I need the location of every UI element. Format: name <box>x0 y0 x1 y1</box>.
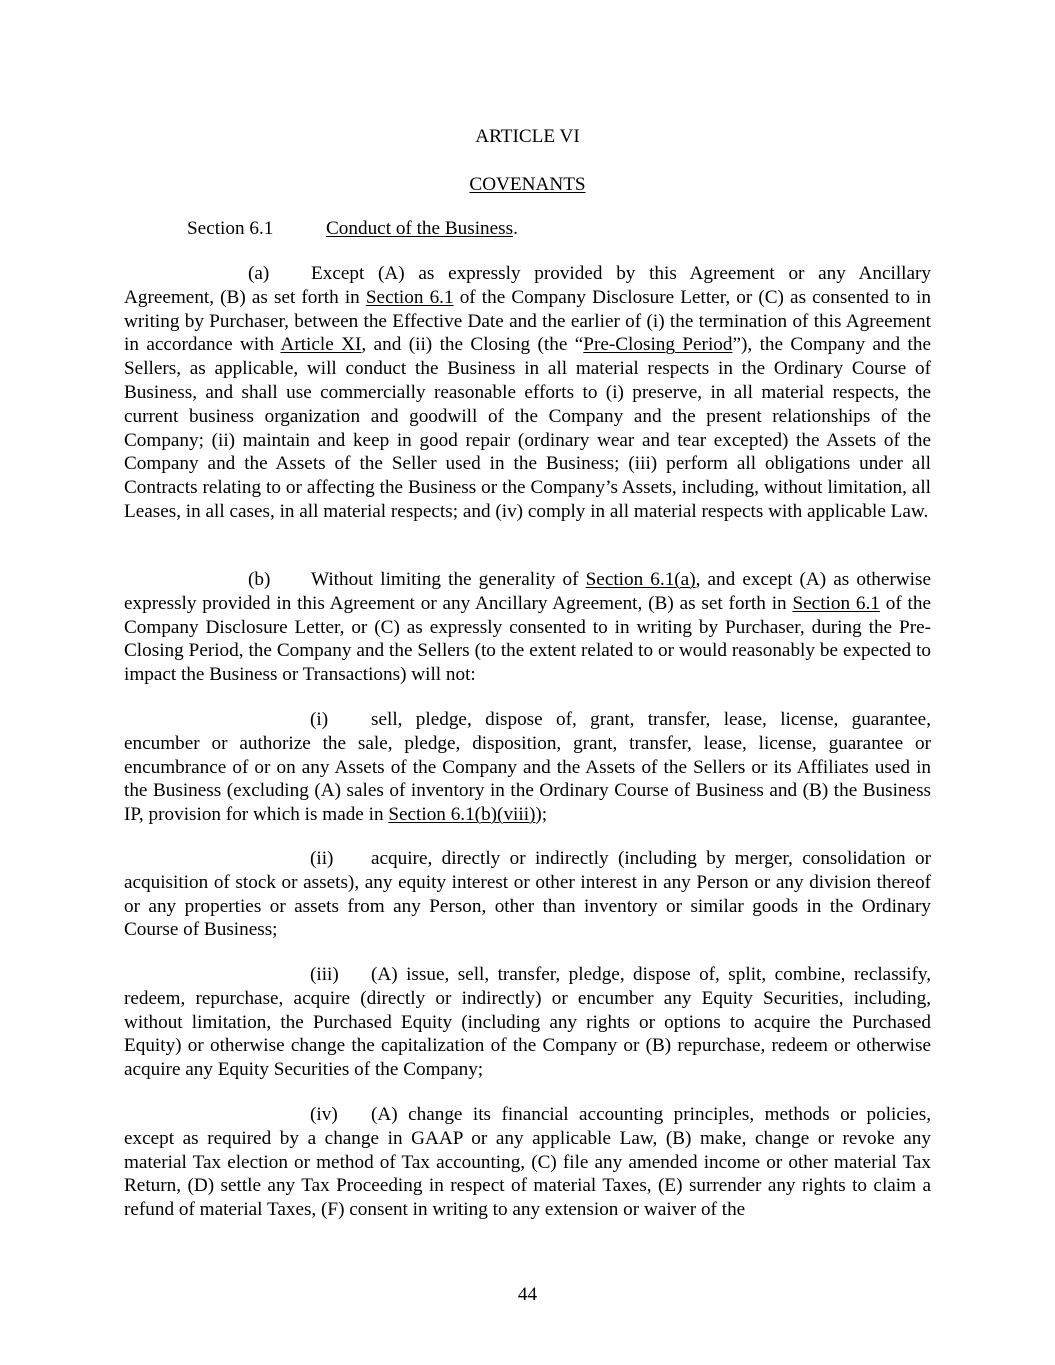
article-heading: ARTICLE VI <box>475 126 580 147</box>
defined-term: Pre-Closing Period <box>583 334 733 356</box>
section-number: Section 6.1 <box>187 218 274 239</box>
article-title <box>0 173 1055 197</box>
paragraph-b-iv <box>124 1103 931 1222</box>
cross-reference-link[interactable]: Section 6.1(b)(viii) <box>388 804 536 826</box>
cross-reference-link[interactable]: Article XI <box>280 334 362 356</box>
paragraph-text: (A) issue, sell, transfer, pledge, dispose of, split, combine, reclassify, redeem, repurchase, acquire (directly or indirectly) or encumber any Equity Securities, including, without limitation, the Purchased Equity (including any rights or options to acquire the Purchased Equity) or otherwise change the capitalization of the Company or (B) repurchase, redeem or otherwise acquire any Equity Securities of the Company; <box>124 964 931 1081</box>
cross-reference-link[interactable]: Section 6.1(a) <box>585 569 696 590</box>
paragraph-b-iii <box>124 963 931 1082</box>
paragraph-text: ”), the Company and the Sellers, as applicable, will conduct the Business in all material respects in the Ordinary Course of Business, and shall use commercially reasonable efforts to (i) preserve, in all material respects, the current business organization and goodwill of the Company and the present relationships of the Company; (ii) maintain and keep in good repair (ordinary wear and tear excepted) the Assets of the Company and the Assets of the Seller used in the Business; (iii) perform all obligations under all Contracts relating to or affecting the Business or the Company’s Assets, including, without limitation, all Leases, in all cases, in all material respects; and (iv) comply in all material respects with applicable Law. <box>124 334 931 522</box>
paragraph-b-i <box>124 708 931 827</box>
paragraph-label: (b) <box>248 569 271 590</box>
paragraph-text: Without limiting the generality of <box>311 569 586 590</box>
paragraph-a <box>124 262 931 524</box>
article-title-text: COVENANTS <box>469 174 586 195</box>
paragraph-label: (i) <box>310 709 329 730</box>
page-number: 44 <box>517 1284 538 1305</box>
paragraph-label: (a) <box>248 263 270 284</box>
paragraph-text: sell, pledge, dispose of, grant, transfer, lease, license, guarantee, encumber or authorize the sale, pledge, disposition, grant, transfer, lease, license, guarantee or encumbrance of or on any Assets of the Company and the Assets of the Sellers or its Affiliates used in the Business (excluding (A) sales of inventory in the Ordinary Course of Business and (B) the Business IP, provision for which is made in <box>124 709 931 826</box>
cross-reference-link[interactable]: Section 6.1 <box>792 592 880 614</box>
paragraph-label: (ii) <box>310 848 334 869</box>
paragraph-text: of the Company Disclosure Letter, or (C) as expressly consented to in writing by Purchaser, during the Pre-Closing Period, the Company and the Sellers (to the extent related to or would reasonably be expected to impact the Business or Transactions) will not: <box>124 592 931 686</box>
paragraph-text: , and except (A) as otherwise expressly provided in this Agreement or any Ancillary Agreement, (B) as set forth in <box>124 569 931 614</box>
section-heading <box>187 217 518 241</box>
paragraph-text: acquire, directly or indirectly (including by merger, consolidation or acquisition of stock or assets), any equity interest or other interest in any Person or any division thereof or any properties or assets from any Person, other than inventory or similar goods in the Ordinary Course of Business; <box>124 848 931 941</box>
paragraph-label: (iv) <box>310 1104 338 1125</box>
paragraph-text: of the Company Disclosure Letter, or (C) as consented to in writing by Purchaser, between the Effective Date and the earlier of (i) the termination of this Agreement in accordance with <box>124 286 931 356</box>
paragraph-text: , and (ii) the Closing (the “ <box>361 334 584 356</box>
cross-reference-link[interactable]: Section 6.1 <box>365 286 454 308</box>
paragraph-b-ii <box>124 847 931 942</box>
paragraph-text: ); <box>535 804 548 826</box>
paragraph-b <box>124 568 931 687</box>
section-title: Conduct of the Business <box>326 218 514 239</box>
paragraph-text: (A) change its financial accounting principles, methods or policies, except as required by a change in GAAP or any applicable Law, (B) make, change or revoke any material Tax election or method of Tax accounting, (C) file any amended income or other material Tax Return, (D) settle any Tax Proceeding in respect of material Taxes, (E) surrender any rights to claim a refund of material Taxes, (F) consent in writing to any extension or waiver of the <box>124 1104 931 1221</box>
paragraph-text: Except (A) as expressly provided by this Agreement or any Ancillary Agreement, (B) as set forth in <box>124 263 931 308</box>
section-title-period: . <box>513 218 518 239</box>
paragraph-label: (iii) <box>310 964 339 985</box>
